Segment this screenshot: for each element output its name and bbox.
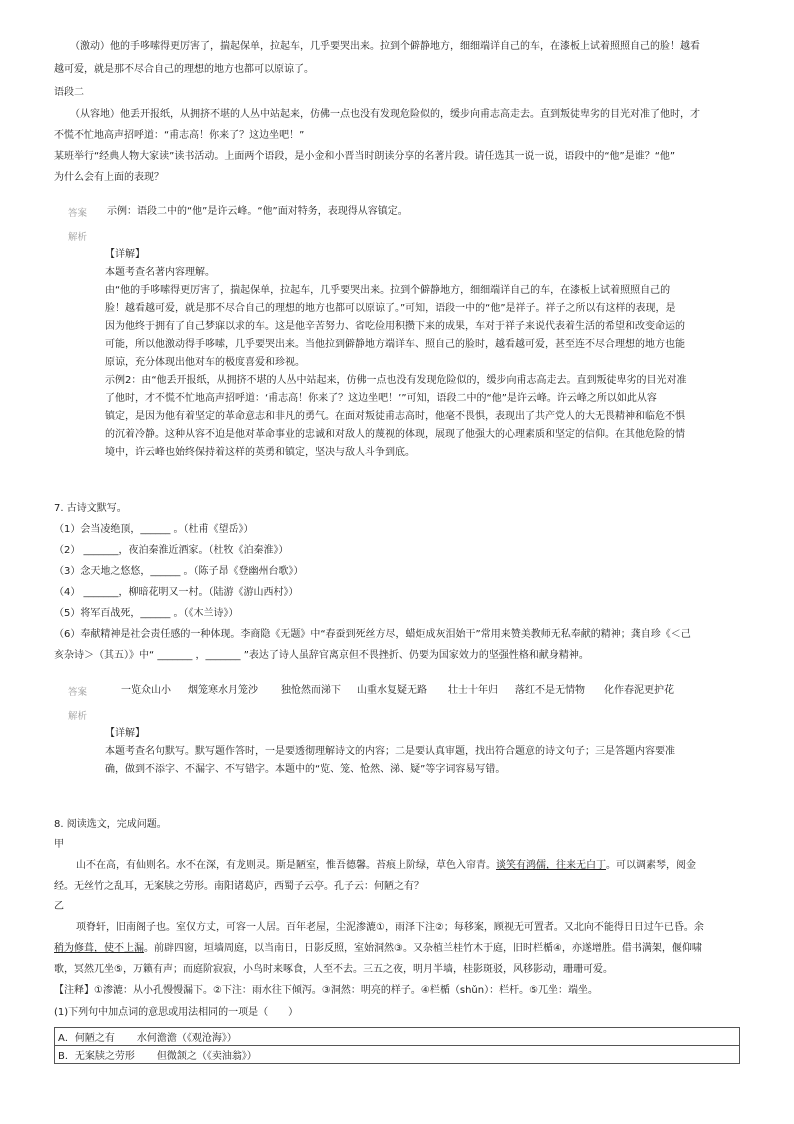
analysis-line: 【详解】	[105, 249, 145, 260]
analysis-line: 【详解】	[105, 728, 145, 739]
analysis-line: 由“他的手哆嗦得更厉害了，揣起保单，拉起车，几乎要哭出来。拉到个僻静地方，细细端详自己的车，在漆板上试着照照自己的	[105, 285, 671, 296]
question-seven-item: （1）会当凌绝顶，______ 。（杜甫《望岳》）	[54, 524, 254, 535]
question-six-answer: 示例：语段二中的“他”是许云峰。“他”面对特务，表现得从容镇定。	[107, 206, 408, 217]
question-six-prompt-line-1: 某班举行“经典人物大家读”读书活动。上面两个语段，是小金和小晋当时朗读分享的名著片段。请任选其一说一说，语段中的“他”是谁？“他”	[54, 151, 676, 162]
analysis-line: 的沉着冷静。这种从容不迫是他对革命事业的忠诚和对敌人的蔑视的体现，展现了他强大的心理素质和坚定的信仰。在其他危险的情	[105, 429, 685, 440]
option-cell[interactable]: A．何陋之有 水何澹澹（《观沧海》）	[55, 1028, 740, 1046]
analysis-line: 本题考查名句默写。默写题作答时，一是要透彻理解诗文的内容；二是要认真审题，找出符合题意的诗文句子；三是答题内容要准	[105, 746, 675, 757]
passage-two-line-2: 不慌不忙地高声招呼道：“甫志高！你来了？这边坐吧！”	[54, 130, 305, 141]
question-seven-answer: 落红不是无情物	[515, 685, 585, 696]
options-table	[54, 1027, 740, 1064]
question-seven-item: （5）将军百战死，______ 。（《木兰诗》）	[54, 608, 239, 619]
text-yi-line-2: 稍为修葺，使不上漏。前辟四窗，垣墙周庭，以当南日，日影反照，室始洞然③。又杂植兰桂竹木于庭，旧时栏楯④，亦遂增胜。借书满架，偃仰啸	[54, 943, 702, 954]
option-row[interactable]	[55, 1028, 740, 1046]
question-seven-item: （2） _______，夜泊秦淮近酒家。（杜牧《泊秦淮》）	[54, 545, 289, 556]
question-seven-answer: 山重水复疑无路	[357, 685, 427, 696]
analysis-label: 解析	[68, 232, 88, 243]
passage-one-line-1: （激动）他的手哆嗦得更厉害了，揣起保单，拉起车，几乎要哭出来。拉到个僻静地方，细细端详自己的车，在漆板上试着照照自己的脸！越看	[70, 41, 700, 52]
analysis-line: 确，做到不添字、不漏字、不写错字。本题中的“览、笼、怆然、涕、疑”等字词容易写错。	[105, 764, 506, 775]
analysis-line: 镇定，是因为他有着坚定的革命意志和非凡的勇气。在面对叛徒甫志高时，他毫不畏惧，表现出了共产党人的大无畏精神和临危不惧	[105, 411, 685, 422]
analysis-label: 解析	[68, 711, 88, 722]
question-seven-item: （4） _______，柳暗花明又一村。（陆游《游山西村》）	[54, 587, 299, 598]
question-six-prompt-line-2: 为什么会有上面的表现？	[54, 172, 164, 183]
text-yi-label: 乙	[54, 901, 64, 912]
analysis-line: 原谅，充分体现出他对车的极度喜爱和珍视。	[105, 357, 305, 368]
analysis-line: 示例2：由“他丢开报纸，从拥挤不堪的人丛中站起来，仿佛一点也没有发现危险似的，缓步向甫志高走去。直到叛徒卑劣的目光对准	[105, 375, 687, 386]
underlined-phrase: 谈笑有鸿儒，往来无白丁	[496, 860, 606, 871]
question-seven-answer: 独怆然而涕下	[281, 685, 341, 696]
underlined-phrase: 稍为修葺，使不上漏	[54, 943, 144, 954]
question-seven-answer: 壮士十年归	[448, 685, 498, 696]
annotation-note: 【注释】①渗漉：从小孔慢慢漏下。②下注：雨水往下倾泻。③洞然：明亮的样子。④栏楯（shǔn）：栏杆。⑤兀坐：端坐。	[54, 985, 599, 996]
option-cell[interactable]: B．无案牍之劳形 但微颔之（《卖油翁》）	[55, 1046, 740, 1064]
text-yi-line-1: 项脊轩，旧南阁子也。室仅方丈，可容一人居。百年老屋，尘泥渗漉①，雨泽下注②；每移案，顾视无可置者。又北向不能得日日过午已昏。余	[76, 922, 704, 933]
question-seven-answer: 化作春泥更护花	[604, 685, 674, 696]
analysis-line: 因为他终于拥有了自己梦寐以求的车。这是他辛苦努力、省吃俭用积攒下来的成果，车对于祥子来说代表着生活的希望和改变命运的	[105, 321, 685, 332]
text-yi-line-3: 歌，冥然兀坐⑤，万籁有声；而庭阶寂寂，小鸟时来啄食，人至不去。三五之夜，明月半墙，桂影斑驳，风移影动，珊珊可爱。	[54, 964, 613, 975]
question-seven-item: （6）奉献精神是社会责任感的一种体现。李商隐《无题》中“春蚕到死丝方尽，蜡炬成灰泪始干”常用来赞美教师无私奉献的精神；龚自珍《＜己	[54, 629, 691, 640]
passage-one-line-2: 越可爱，就是那不尽合自己的理想的地方也都可以原谅了。	[54, 64, 314, 75]
analysis-line: 了他时，才不慌不忙地高声招呼道：‘甫志高！你来了？这边坐吧！’”可知，语段二中的“他”是许云峰。许云峰之所以如此从容	[105, 393, 657, 404]
analysis-line: 脸！越看越可爱，就是那不尽合自己的理想的地方也都可以原谅了。”可知，语段一中的“他”是祥子。祥子之所以有这样的表现，是	[105, 303, 676, 314]
text-jia-label: 甲	[54, 839, 64, 850]
passage-two-line-1: （从容地）他丢开报纸，从拥挤不堪的人丛中站起来，仿佛一点也没有发现危险似的，缓步向甫志高走去。直到叛徒卑劣的目光对准了他时，才	[70, 109, 700, 120]
question-seven-answer: 一览众山小	[121, 685, 171, 696]
answer-label: 答案	[68, 687, 88, 698]
question-seven-item: 亥杂诗＞（其五）》中“ _______ ，_______ ”表达了诗人虽辞官离京但不畏挫折、仍要为国家效力的坚强性格和献身精神。	[54, 650, 589, 661]
question-eight-title: 8. 阅读选文，完成问题。	[54, 819, 167, 830]
answer-label: 答案	[68, 208, 88, 219]
text-jia-line-1: 山不在高，有仙则名。水不在深，有龙则灵。斯是陋室，惟吾德馨。苔痕上阶绿，草色入帘青。谈笑有鸿儒，往来无白丁。可以调素琴，阅金	[76, 860, 696, 871]
sub-question-one: (1)下列句中加点词的意思或用法相同的一项是（ ）	[54, 1007, 299, 1018]
passage-two-title: 语段二	[54, 87, 84, 98]
question-seven-title: 7. 古诗文默写。	[54, 503, 127, 514]
analysis-line: 本题考查名著内容理解。	[105, 267, 215, 278]
question-seven-item: （3）念天地之悠悠，______ 。（陈子昂《登幽州台歌》）	[54, 566, 304, 577]
analysis-line: 可能，所以他激动得手哆嗦，几乎要哭出来。当他拉到僻静地方端详车、照自己的脸时，越看越可爱，甚至连不尽合理想的地方也能	[105, 339, 685, 350]
question-seven-answer: 烟笼寒水月笼沙	[188, 685, 258, 696]
text-jia-line-2: 经。无丝竹之乱耳，无案牍之劳形。南阳诸葛庐，西蜀子云亭。孔子云：何陋之有？	[54, 881, 424, 892]
option-row[interactable]	[55, 1046, 740, 1064]
analysis-line: 境中，许云峰也始终保持着这样的英勇和镇定，坚决与敌人斗争到底。	[105, 447, 415, 458]
